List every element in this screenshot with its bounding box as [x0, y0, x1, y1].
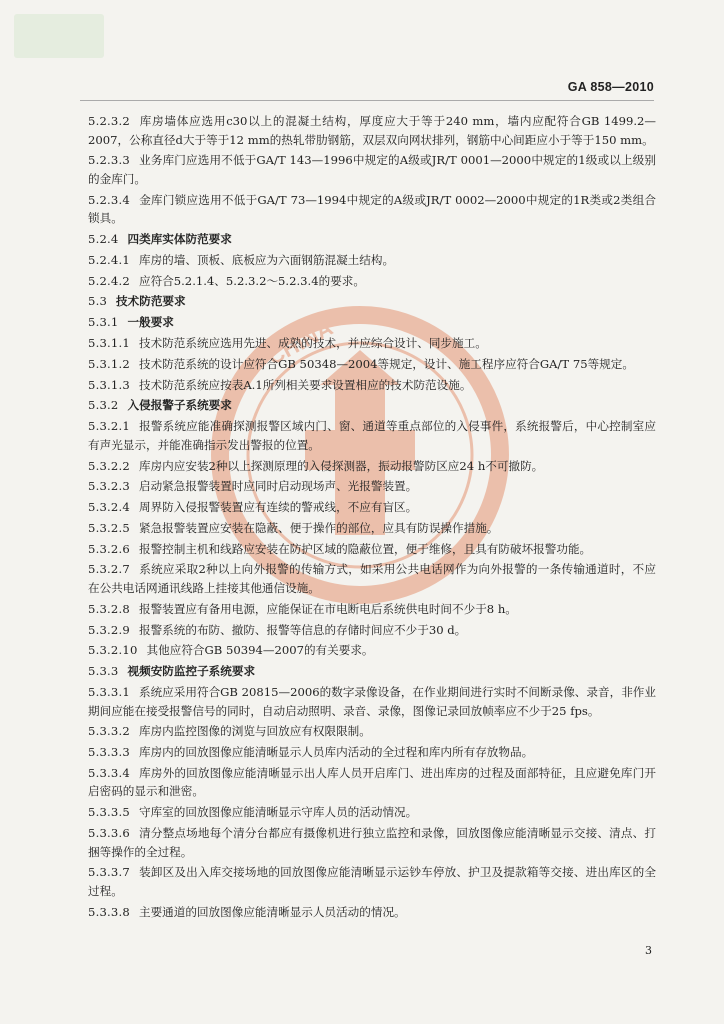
clause-text: 主要通道的回放图像应能清晰显示人员活动的情况。 — [138, 904, 406, 919]
clause-paragraph — [88, 355, 656, 374]
clause-text: 一般要求 — [127, 315, 174, 330]
clause-paragraph — [88, 764, 656, 801]
watermark-text: CHINA — [263, 315, 337, 370]
page-number: 3 — [645, 944, 652, 957]
clause-paragraph — [88, 560, 656, 597]
clause-text: 紧急报警装置应安装在隐蔽、便于操作的部位，应具有防误操作措施。 — [138, 520, 499, 535]
clause-text: 技术防范要求 — [116, 294, 186, 309]
clause-number: 5.3.2.8 — [88, 601, 130, 616]
corner-stamp — [14, 14, 104, 58]
clause-paragraph — [88, 457, 656, 476]
clause-paragraph — [88, 112, 656, 149]
clause-text: 清分整点场地每个清分台都应有摄像机进行独立监控和录像，回放图像应能清晰显示交接、清点、打捆等操作的全过程。 — [88, 826, 656, 859]
clause-number: 5.3.1.1 — [88, 336, 130, 351]
clause-number: 5.3.2.7 — [88, 562, 130, 577]
clause-paragraph — [88, 803, 656, 822]
clause-paragraph — [88, 621, 656, 640]
header-rule — [80, 100, 654, 101]
clause-paragraph — [88, 334, 656, 353]
clause-text: 系统应采用符合GB 20815—2006的数字录像设备，在作业期间进行实时不间断录像、录音，非作业期间应能在接受报警信号的同时，自动启动照明、录音、录像，图像记录回放帧率应不少于25 fps。 — [88, 684, 656, 718]
clause-text: 业务库门应选用不低于GA/T 143—1996中规定的A级或JR/T 0001—2000中规定的1级或以上级别的金库门。 — [88, 153, 656, 186]
clause-text: 技术防范系统应按表A.1所列相关要求设置相应的技术防范设施。 — [138, 377, 472, 392]
clause-number: 5.3.2.9 — [88, 622, 130, 637]
clause-text: 技术防范系统应选用先进、成熟的技术，并应综合设计、同步施工。 — [138, 336, 487, 351]
clause-number: 5.3.2.4 — [88, 500, 130, 515]
clause-number: 5.2.4 — [88, 232, 119, 247]
clause-text: 应符合5.2.1.4、5.2.3.2～5.2.3.4的要求。 — [138, 273, 365, 288]
clause-paragraph — [88, 641, 656, 660]
clause-number: 5.3.3.7 — [88, 865, 130, 880]
clause-number: 5.3.2 — [88, 398, 119, 413]
clause-paragraph — [88, 191, 656, 228]
clause-number: 5.3 — [88, 294, 108, 309]
clause-number: 5.3.3.6 — [88, 826, 130, 841]
clause-number: 5.3.1.2 — [88, 356, 130, 371]
clause-number: 5.3.3.3 — [88, 745, 130, 760]
clause-number: 5.3.2.6 — [88, 541, 130, 556]
clause-text: 其他应符合GB 50394—2007的有关要求。 — [146, 643, 374, 658]
clause-text: 金库门锁应选用不低于GA/T 73—1994中规定的A级或JR/T 0002—2000中规定的1R类或2类组合锁具。 — [88, 192, 656, 226]
clause-number: 5.3.2.3 — [88, 479, 130, 494]
clause-number: 5.3.3.2 — [88, 724, 130, 739]
clause-number: 5.3.2.2 — [88, 458, 130, 473]
clause-paragraph — [88, 743, 656, 762]
section-heading — [88, 230, 656, 249]
clause-paragraph — [88, 477, 656, 496]
clause-paragraph — [88, 417, 656, 454]
clause-number: 5.3.2.1 — [88, 419, 130, 434]
clause-number: 5.3.3.1 — [88, 684, 130, 699]
clause-paragraph — [88, 903, 656, 922]
standard-code: GA 858—2010 — [567, 80, 654, 94]
clause-text: 装卸区及出入库交接场地的回放图像应能清晰显示运钞车停放、护卫及提款箱等交接、进出库区的全过程。 — [88, 865, 656, 898]
clause-text: 库房内应安装2种以上探测原理的入侵探测器，振动报警防区应24 h不可撤防。 — [138, 458, 544, 473]
clause-text: 守库室的回放图像应能清晰显示守库人员的活动情况。 — [138, 805, 418, 820]
clause-number: 5.3.3.4 — [88, 765, 130, 780]
clause-number: 5.2.3.2 — [88, 114, 130, 128]
clause-number: 5.2.3.3 — [88, 153, 130, 168]
clause-paragraph — [88, 683, 656, 720]
clause-paragraph — [88, 600, 656, 619]
document-body — [88, 112, 656, 924]
clause-paragraph — [88, 824, 656, 861]
clause-text: 周界防入侵报警装置应有连续的警戒线，不应有盲区。 — [138, 500, 418, 515]
clause-text: 库房内的回放图像应能清晰显示人员库内活动的全过程和库内所有存放物品。 — [138, 745, 534, 760]
clause-paragraph — [88, 540, 656, 559]
clause-text: 报警系统应能准确探测报警区域内门、窗、通道等重点部位的入侵事件，系统报警后，中心控制室应有声光显示，并能准确指示发出警报的位置。 — [88, 419, 656, 452]
clause-number: 5.2.4.1 — [88, 252, 130, 267]
clause-number: 5.3.2.10 — [88, 643, 138, 658]
clause-text: 技术防范系统的设计应符合GB 50348—2004等规定，设计、施工程序应符合GA/T 75等规定。 — [138, 356, 634, 371]
clause-text: 入侵报警子系统要求 — [127, 398, 232, 413]
clause-text: 启动紧急报警装置时应同时启动现场声、光报警装置。 — [138, 479, 418, 494]
clause-number: 5.2.3.4 — [88, 192, 130, 207]
clause-number: 5.3.3.5 — [88, 805, 130, 820]
clause-text: 视频安防监控子系统要求 — [127, 664, 256, 679]
clause-paragraph — [88, 863, 656, 900]
clause-number: 5.2.4.2 — [88, 273, 130, 288]
clause-number: 5.3.1 — [88, 315, 119, 330]
clause-number: 5.3.3 — [88, 664, 119, 679]
clause-text: 库房墙体应选用c30以上的混凝土结构，厚度应大于等于240 mm，墙内应配符合GB 1499.2—2007，公称直径d大于等于12 mm的热轧带肋钢筋，双层双向网状排列，钢筋中心间距应小于等于150 mm。 — [88, 114, 656, 147]
clause-number: 5.3.3.8 — [88, 904, 130, 919]
clause-text: 报警控制主机和线路应安装在防护区域的隐蔽位置，便于维修，且具有防破坏报警功能。 — [138, 541, 592, 556]
clause-text: 库房的墙、顶板、底板应为六面钢筋混凝土结构。 — [138, 252, 395, 267]
clause-paragraph — [88, 722, 656, 741]
clause-text: 报警系统的布防、撤防、报警等信息的存储时间应不少于30 d。 — [138, 622, 467, 637]
clause-paragraph — [88, 498, 656, 517]
clause-paragraph — [88, 251, 656, 270]
clause-paragraph — [88, 272, 656, 291]
clause-paragraph — [88, 376, 656, 395]
section-heading — [88, 662, 656, 681]
clause-number: 5.3.2.5 — [88, 520, 130, 535]
clause-text: 库房内监控图像的浏览与回放应有权限限制。 — [138, 724, 371, 739]
section-heading — [88, 313, 656, 332]
clause-paragraph — [88, 519, 656, 538]
clause-text: 系统应采取2种以上向外报警的传输方式，如采用公共电话网作为向外报警的一条传输通道时，不应在公共电话网通讯线路上挂接其他通信设施。 — [88, 562, 656, 596]
clause-text: 四类库实体防范要求 — [127, 232, 232, 247]
clause-paragraph — [88, 151, 656, 188]
section-heading — [88, 396, 656, 415]
clause-text: 库房外的回放图像应能清晰显示出人库人员开启库门、进出库房的过程及面部特征，且应避免库门开启密码的显示和泄密。 — [88, 765, 656, 799]
clause-number: 5.3.1.3 — [88, 377, 130, 392]
clause-text: 报警装置应有备用电源，应能保证在市电断电后系统供电时间不少于8 h。 — [138, 601, 517, 616]
section-heading — [88, 292, 656, 311]
